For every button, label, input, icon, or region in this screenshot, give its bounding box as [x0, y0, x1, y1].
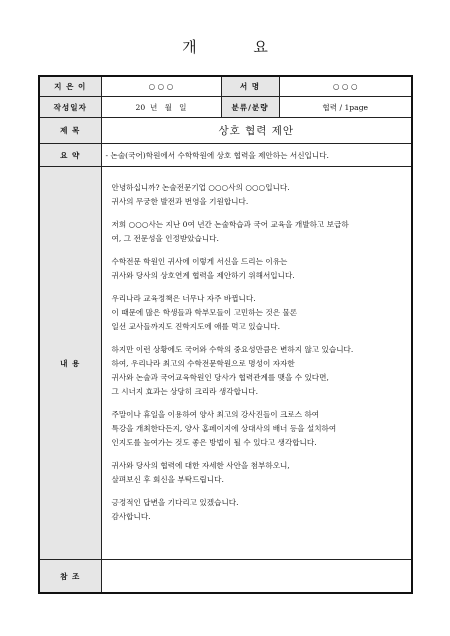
reference-label: 참 조 — [39, 560, 101, 594]
content-line: 하지만 이런 상황에도 국어와 수학의 중요성만큼은 변하지 않고 있습니다. — [111, 345, 354, 354]
content-line: 우리나라 교육정책은 너무나 자주 바뀝니다. — [111, 294, 256, 303]
content-line: 감사합니다. — [111, 512, 151, 521]
content-line: 안녕하십니까? 논술전문기업 ○○○사의 ○○○입니다. — [111, 183, 290, 192]
content-line: 저희 ○○○사는 지난 0여 년간 논술학습과 국어 교육을 개발하고 보급하 — [111, 220, 349, 229]
content-paragraph — [112, 459, 402, 487]
content-line: 귀사와 논술과 국어교육학원인 당사가 협력관계를 맺을 수 있다면, — [111, 373, 329, 382]
category-label: 분류/분량 — [221, 97, 279, 118]
author-value[interactable]: ○ ○ ○ — [101, 76, 221, 97]
content-line: 귀사와 당사의 협력에 대한 자세한 사안을 첨부하오니, — [111, 461, 290, 470]
content-line: 귀사와 당사의 상호연계 협력을 제안하기 위해서입니다. — [111, 271, 295, 280]
summary-value[interactable]: - 논술(국어)학원에서 수학학원에 상호 협력을 제안하는 서신입니다. — [101, 144, 412, 167]
subject-label: 제 목 — [39, 118, 101, 144]
content-line: 긍정적인 답변을 기다리고 있겠습니다. — [111, 498, 239, 507]
signature-label: 서 명 — [221, 76, 279, 97]
reference-value[interactable] — [101, 560, 412, 594]
content-line: 수학전문 학원인 귀사에 이렇게 서신을 드리는 이유는 — [111, 257, 288, 266]
content-paragraph — [112, 408, 402, 450]
content-line: 주말이나 휴일을 이용하여 양사 최고의 강사진들이 크로스 하여 — [111, 410, 320, 419]
content-line: 이 때문에 많은 학생들과 학부모들이 고민하는 것은 물론 — [111, 308, 298, 317]
signature-value[interactable]: ○ ○ ○ — [279, 76, 412, 97]
date-value[interactable]: 20 년 월 일 — [101, 97, 221, 118]
content-paragraph — [112, 496, 402, 524]
content-line: 그 시너지 효과는 상당히 크리라 생각합니다. — [111, 387, 259, 396]
content-paragraphs — [112, 181, 402, 524]
content-paragraph — [112, 218, 402, 246]
date-label: 작성일자 — [39, 97, 101, 118]
content-label: 내 용 — [39, 167, 101, 560]
page-title: 개 요 — [182, 38, 294, 56]
content-paragraph — [112, 343, 402, 399]
content-paragraph — [112, 181, 402, 209]
overview-form — [38, 75, 413, 594]
content-paragraph — [112, 255, 402, 283]
category-value[interactable]: 협력 / 1page — [279, 97, 412, 118]
summary-label: 요 약 — [39, 144, 101, 167]
content-line: 하여, 우리나라 최고의 수학전문학원으로 명성이 자자한 — [111, 359, 295, 368]
subject-value[interactable]: 상호 협력 제안 — [101, 118, 412, 144]
content-paragraph — [112, 292, 402, 334]
content-line: 여, 그 전문성을 인정받았습니다. — [111, 234, 219, 243]
content-line: 살펴보신 후 회신을 부탁드립니다. — [111, 475, 224, 484]
content-line: 특강을 개최한다든지, 양사 홈페이지에 상대사의 배너 등을 설치하여 — [111, 424, 337, 433]
content-body[interactable] — [101, 167, 412, 560]
content-line: 귀사의 무궁한 발전과 번영을 기원합니다. — [111, 197, 249, 206]
author-label: 지 은 이 — [39, 76, 101, 97]
content-line: 일선 교사들까지도 진학지도에 애를 먹고 있습니다. — [111, 322, 281, 331]
content-line: 인지도를 높여가는 것도 좋은 방법이 될 수 있다고 생각합니다. — [111, 438, 317, 447]
